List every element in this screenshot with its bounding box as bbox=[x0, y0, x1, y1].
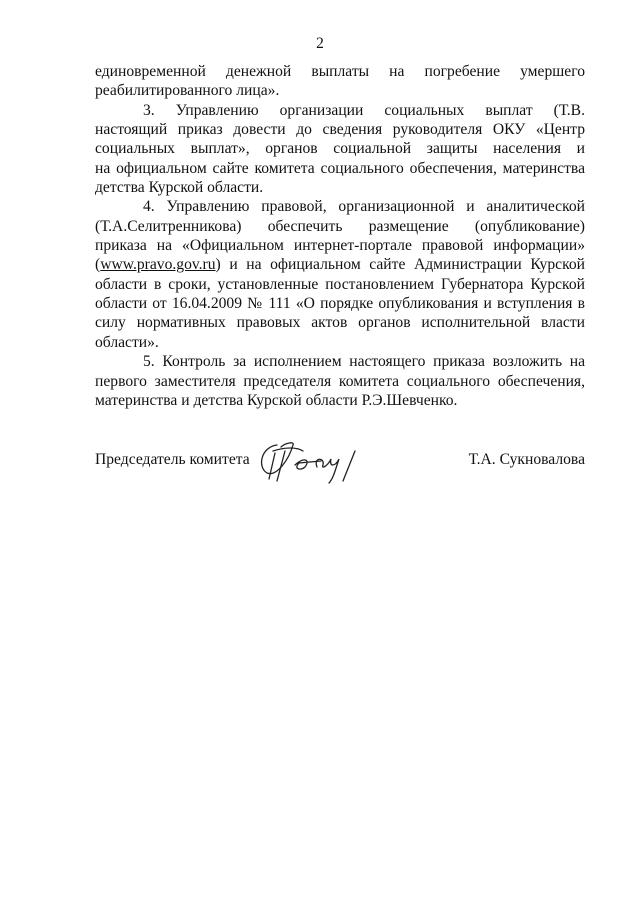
page-number: 2 bbox=[316, 35, 324, 52]
paragraph-3-line: (Т.А.Селитренникова) обеспечить размещение (опубликование) bbox=[95, 217, 585, 235]
paragraph-3-line: (www.pravo.gov.ru) и на официальном сайте Администрации Курской bbox=[95, 256, 585, 274]
paragraph-1-line: единовременной денежной выплаты на погребение умершего bbox=[95, 63, 585, 80]
signatory-name: Т.А. Сукновалова bbox=[468, 451, 585, 468]
document-body bbox=[95, 62, 585, 410]
paragraph-3-line: области». bbox=[95, 333, 159, 351]
paragraph-2-line: детства Курской области. bbox=[95, 179, 264, 197]
paragraph-3-line: 4. Управлению правовой, организационной и аналитической bbox=[143, 198, 585, 216]
paragraph-4-line: первого заместителя председателя комитета социального обеспечения, bbox=[95, 372, 585, 390]
signatory-title: Председатель комитета bbox=[95, 451, 250, 468]
paragraph-3-line: силу нормативных правовых актов органов исполнительной власти bbox=[95, 314, 585, 332]
paragraph-2-line: на официальном сайте комитета социального обеспечения, материнства bbox=[95, 159, 585, 177]
paragraph-3-line: области от 16.04.2009 № 111 «О порядке опубликования и вступления в bbox=[95, 295, 585, 313]
paragraph-3-line: приказа на «Официальном интернет-портале правовой информации» bbox=[95, 237, 585, 255]
paragraph-2-line: настоящий приказ довести до сведения руководителя ОКУ «Центр bbox=[95, 121, 585, 139]
handwritten-signature-icon bbox=[255, 437, 365, 487]
paragraph-3-line: области в сроки, установленные постановлением Губернатора Курской bbox=[95, 275, 585, 293]
paragraph-2-line: 3. Управлению организации социальных выплат (Т.В. bbox=[143, 101, 585, 119]
paragraph-1-line: реабилитированного лица». bbox=[95, 82, 280, 100]
paragraph-2-line: социальных выплат», органов социальной защиты населения и bbox=[95, 140, 585, 158]
paragraph-4-line: 5. Контроль за исполнением настоящего приказа возложить на bbox=[143, 353, 585, 371]
paragraph-4-line: материнства и детства Курской области Р.Э.Шевченко. bbox=[95, 391, 458, 409]
signature-block bbox=[95, 451, 585, 491]
url-link[interactable]: www.pravo.gov.ru bbox=[100, 256, 216, 274]
